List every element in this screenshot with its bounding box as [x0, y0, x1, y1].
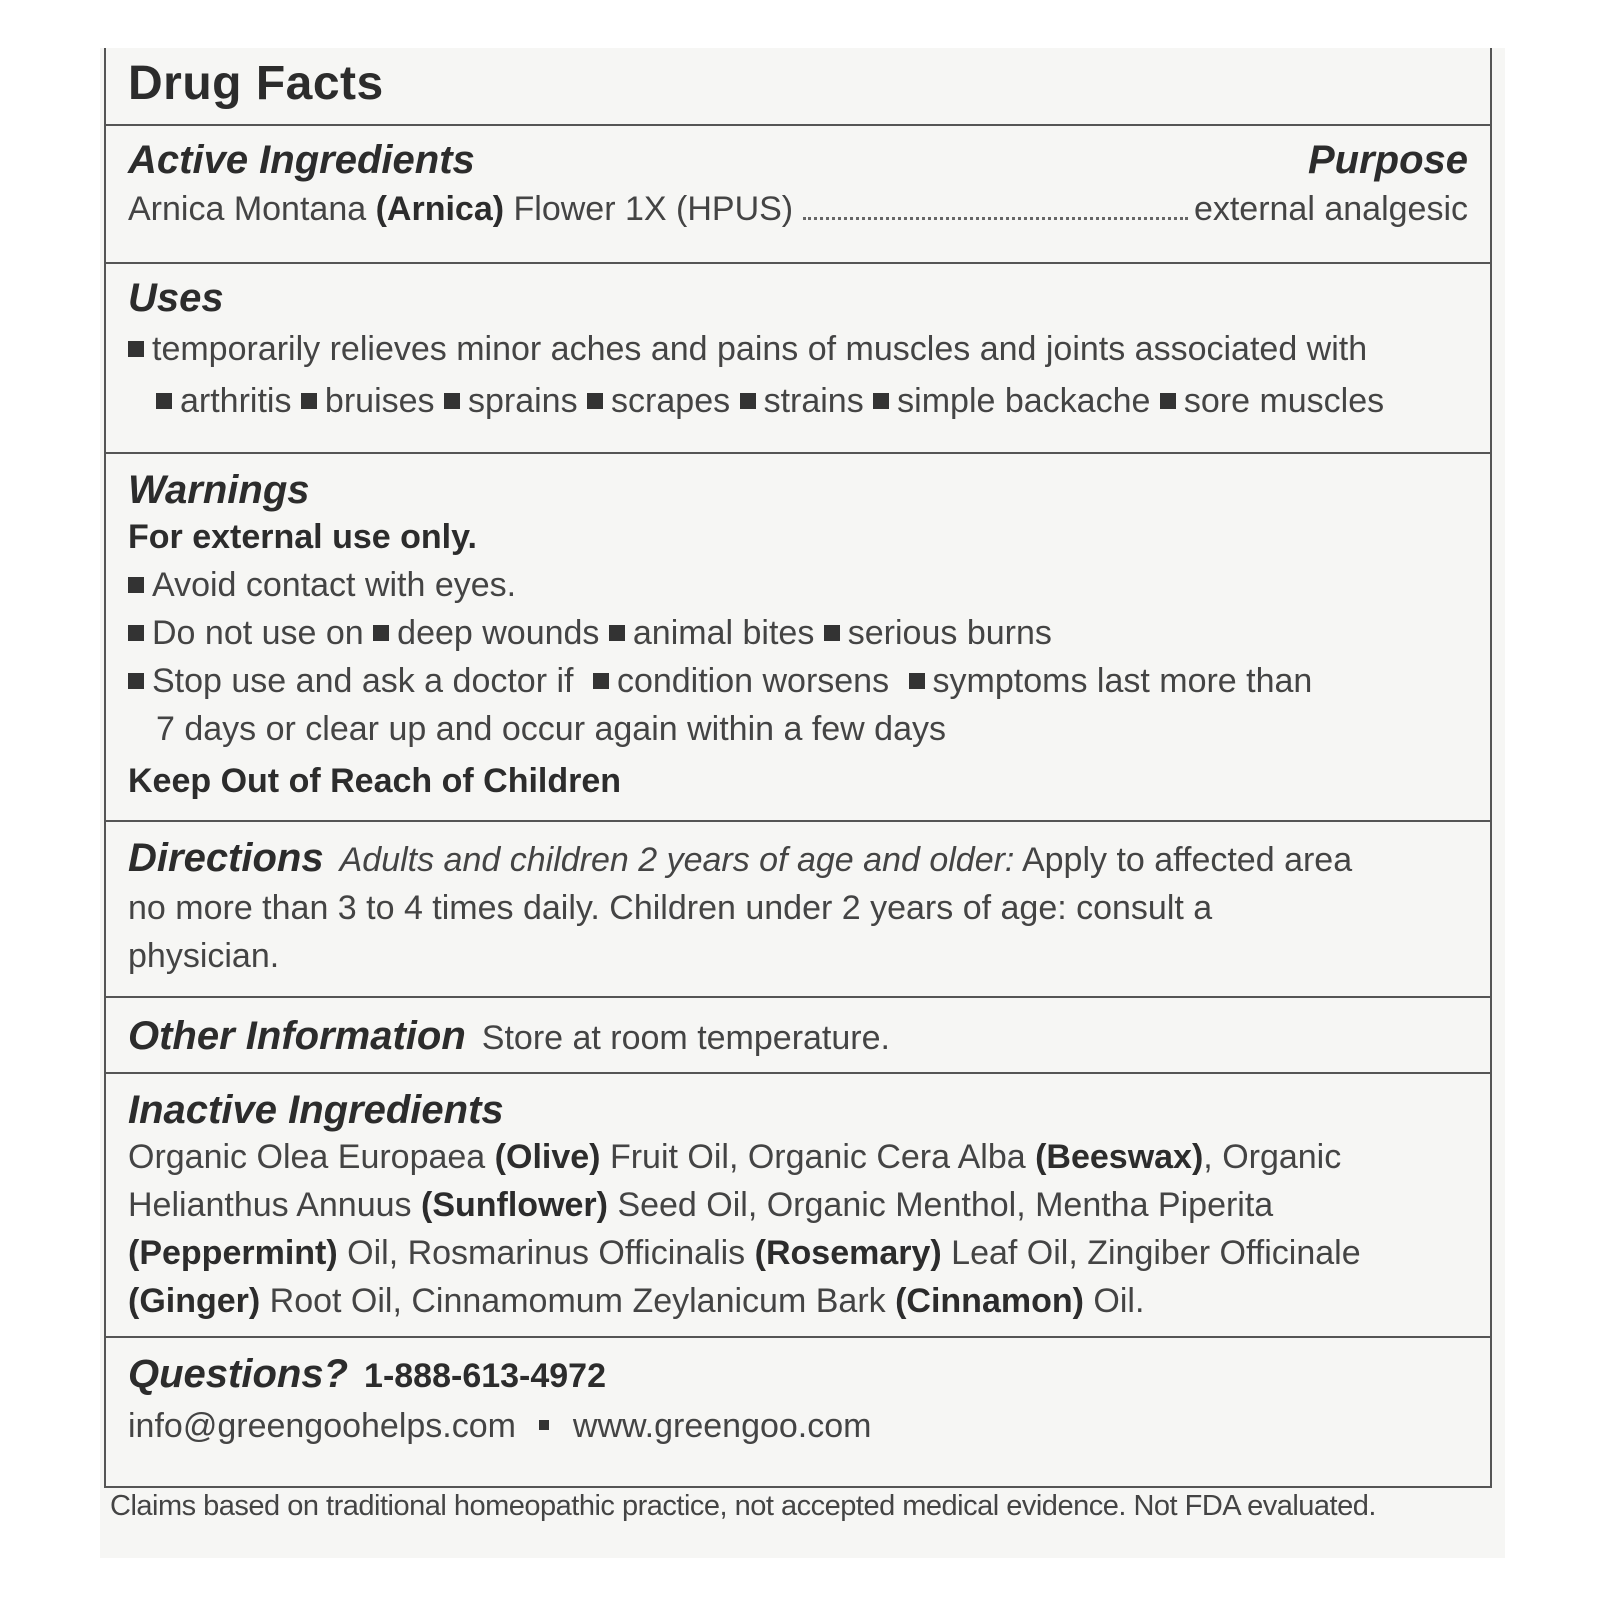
other-information-line: Other Information Store at room temperature.	[128, 1014, 890, 1058]
bullet-icon	[609, 625, 625, 641]
uses-line: temporarily relieves minor aches and pains of muscles and joints associated with	[128, 325, 1468, 373]
use-item: sprains	[467, 382, 578, 420]
bullet-icon	[593, 673, 609, 689]
inactive-line2: Helianthus Annuus (Sunflower) Seed Oil, Organic Menthol, Mentha Piperita	[128, 1186, 1274, 1224]
drug-facts-panel	[104, 48, 1492, 1488]
directions-heading: Directions	[128, 836, 324, 880]
directions-line1: Directions Adults and children 2 years of age and older: Apply to affected area	[128, 836, 1353, 880]
contact-line	[128, 1402, 1468, 1450]
questions-line	[128, 1350, 1468, 1400]
directions-line3: physician.	[128, 937, 280, 975]
do-not-use-warning: Do not use on deep wounds animal bites serious burns	[128, 609, 1468, 657]
disclaimer: Claims based on traditional homeopathic practice, not accepted medical evidence. Not FDA evaluated.	[110, 1490, 1376, 1522]
bullet-icon	[587, 393, 603, 409]
other-information-heading: Other Information	[128, 1014, 466, 1058]
bullet-icon	[156, 393, 172, 409]
questions-section	[106, 1336, 1490, 1486]
active-ingredient: Arnica Montana (Arnica) Flower 1X (HPUS)	[128, 190, 794, 228]
uses-heading: Uses	[128, 276, 224, 320]
other-information-section	[106, 996, 1490, 1072]
contact-email: info@greengoohelps.com	[128, 1407, 516, 1445]
use-item: sore muscles	[1183, 382, 1385, 420]
phone-number: 1-888-613-4972	[364, 1357, 606, 1395]
bullet-icon	[824, 625, 840, 641]
warnings-section	[106, 452, 1490, 820]
active-purpose: external analgesic	[1193, 190, 1468, 228]
warnings-heading: Warnings	[128, 468, 310, 512]
bullet-icon	[373, 625, 389, 641]
external-use-warning: For external use only.	[128, 518, 477, 556]
avoid-warning: Avoid contact with eyes.	[128, 561, 1468, 609]
bullet-icon	[301, 393, 317, 409]
bullet-icon	[740, 393, 756, 409]
title-section	[106, 48, 1490, 124]
inactive-line4: (Ginger) Root Oil, Cinnamomum Zeylanicum Bark (Cinnamon) Oil.	[128, 1282, 1145, 1320]
questions-heading: Questions?	[128, 1352, 349, 1396]
bullet-icon	[128, 341, 144, 357]
contact-website: www.greengoo.com	[572, 1407, 872, 1445]
inactive-line1: Organic Olea Europaea (Olive) Fruit Oil, Organic Cera Alba (Beeswax), Organic	[128, 1138, 1342, 1176]
bullet-icon	[128, 577, 144, 593]
keep-out-of-reach: Keep Out of Reach of Children	[128, 762, 622, 800]
directions-section	[106, 820, 1490, 996]
bullet-icon	[128, 625, 144, 641]
use-item: bruises	[324, 382, 435, 420]
inactive-line3: (Peppermint) Oil, Rosmarinus Officinalis (Rosemary) Leaf Oil, Zingiber Officinale	[128, 1234, 1361, 1272]
use-item: strains	[763, 382, 864, 420]
stop-use-warning: Stop use and ask a doctor if condition worsens symptoms last more than	[128, 657, 1468, 705]
active-ingredients-section	[106, 124, 1490, 262]
directions-line2: no more than 3 to 4 times daily. Children under 2 years of age: consult a	[128, 889, 1213, 927]
use-item: arthritis	[180, 382, 292, 420]
use-item: simple backache	[897, 382, 1151, 420]
inactive-ingredients-heading: Inactive Ingredients	[128, 1088, 504, 1132]
active-ingredients-heading: Active Ingredients	[128, 138, 475, 182]
inactive-ingredients-section	[106, 1072, 1490, 1336]
bullet-icon	[128, 673, 144, 689]
bullet-icon	[1160, 393, 1176, 409]
use-item: scrapes	[611, 382, 731, 420]
leader-dots	[803, 217, 1188, 220]
uses-section	[106, 262, 1490, 452]
bullet-icon	[444, 393, 460, 409]
uses-items	[128, 377, 1468, 425]
drug-facts-title: Drug Facts	[128, 57, 384, 110]
purpose-heading: Purpose	[1307, 138, 1468, 182]
bullet-icon	[909, 673, 925, 689]
stop-use-continued: 7 days or clear up and occur again within a few days	[156, 710, 947, 748]
bullet-icon	[539, 1420, 549, 1430]
bullet-icon	[873, 393, 889, 409]
